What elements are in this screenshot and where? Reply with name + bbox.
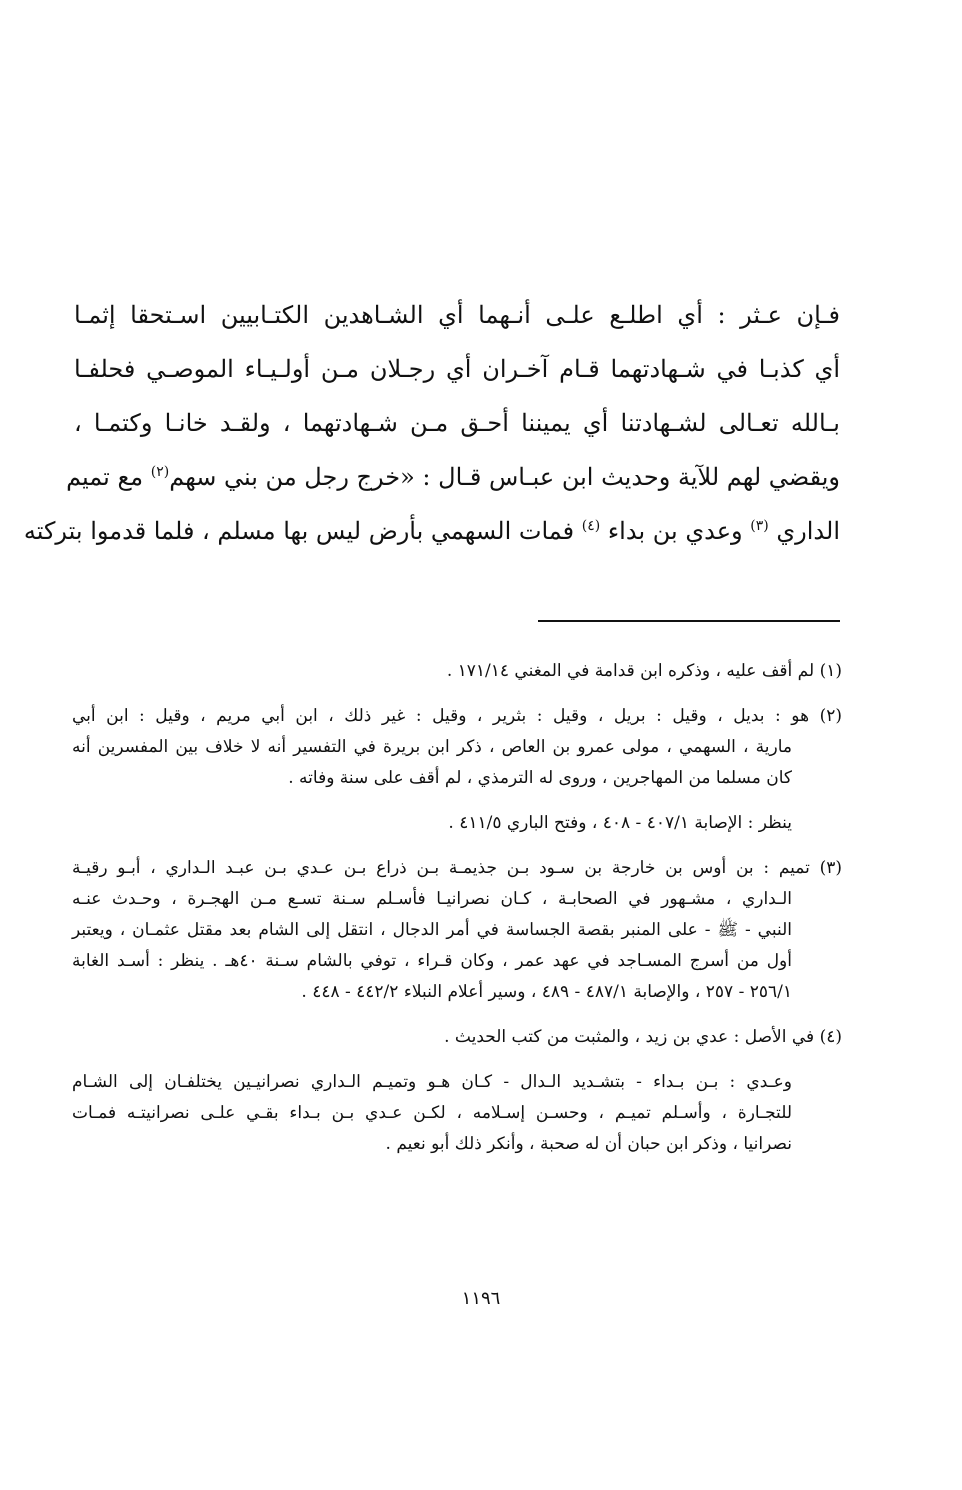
main-text-line [23, 504, 840, 558]
footnote-line: النبي - ﷺ - على المنبر بقصة الجساسة في أمر الدجال ، انتقل إلى الشام بعد مقتل عثمـان ، ويعتبر [72, 920, 792, 940]
footnote-line: ٢٥٦/١ - ٢٥٧ ، والإصابة ٤٨٧/١ - ٤٨٩ ، وسير أعلام النبلاء ٤٤٢/٢ - ٤٤٨ . [301, 982, 792, 1002]
main-text-segment: ويقضي لهم للآية وحديث ابن عبـاس قـال : «خرج رجل من بني سهم [169, 463, 840, 491]
main-text-line: بـالله تعـالى لشـهادتنا أي يميننا أحـق مـن شـهادتهما ، ولقـد خانـا وكتمـا ، [74, 409, 840, 437]
footnote-2 [72, 701, 842, 839]
footnote-4-continued [72, 1067, 842, 1160]
footnote-line: (١) لم أقف عليه ، وذكره ابن قدامة في المغني ١٧١/١٤ . [446, 661, 842, 681]
page-number: ١١٩٦ [461, 1288, 501, 1309]
footnote-line: الـداري ، مشـهور في الصحابـة ، كـان نصرانيـا فأسـلم سـنة تسـع مـن الهجـرة ، وحـدث عنـه [72, 889, 792, 909]
footnote-separator [538, 620, 840, 622]
main-text-segment: الداري [776, 517, 840, 545]
main-text-segment: وعدي بن بداء [607, 517, 743, 545]
main-text-block [23, 288, 840, 558]
footnote-line: أول من أسرج المسـاجد في عهد عمر ، وكان قـراء ، توفي بالشام سـنة ٤٠هـ . ينظر : أسـد الغابة [72, 951, 792, 971]
footnote-3 [72, 853, 842, 1008]
main-text-line [66, 450, 840, 504]
footnote-line: للتجـارة ، وأسـلم تميـم ، وحسـن إسـلامه ، لكـن عـدي بـن بـداء بقـي علـى نصرانيتـه فمـات [72, 1103, 792, 1123]
footnote-line: (٣) تميم : بن أوس بن خارجة بن سـود بـن جذيمـة بـن ذراع بـن عـدي بـن عبـد الـداري ، أبـو رقيـة [72, 858, 842, 878]
footnote-line: نصرانيا ، وذكر ابن حبان أن له صحبة ، وأنكر ذلك أبو نعيم . [385, 1134, 792, 1154]
footnote-ref-4[interactable]: (٤) [581, 518, 601, 534]
footnote-line: (٤) في الأصل : عدي بن زيد ، والمثبت من كتب الحديث . [444, 1027, 842, 1047]
footnote-ref-3[interactable]: (٣) [750, 518, 769, 534]
footnote-line: (٢) هو : بديل ، وقيل : بريل ، وقيل : بثرير ، وقيل : غير ذلك ، ابن أبي مريم ، وقيل : ابن أبي [72, 706, 842, 726]
footnote-line: ينظر : الإصابة ٤٠٧/١ - ٤٠٨ ، وفتح الباري ٤١١/٥ . [448, 813, 792, 833]
main-text-segment: فمات السهمي بأرض ليس بها مسلم ، فلما قدموا بتركته [23, 517, 575, 545]
footnote-line: مارية ، السهمي ، مولى عمرو بن العاص ، ذكر ابن بريرة في التفسير أنه لا خلاف بين المفسرين أنه [72, 737, 792, 757]
main-text-segment: مع تميم [66, 463, 144, 491]
footnote-line: وعـدي : بـن بـداء - بتشـديد الـدال - كـان هـو وتميـم الـداري نصرانيـين يختلفـان إلى الشـام [72, 1072, 792, 1092]
main-text-line: فـإن عـثر : أي اطلـع علـى أنـهما أي الشـاهدين الكتـابيين اسـتحقا إثمـا [74, 301, 840, 329]
footnote-1 [72, 656, 842, 687]
footnote-4 [72, 1022, 842, 1053]
footnote-line: كان مسلما من المهاجرين ، وروى له الترمذي ، لم أقف على سنة وفاته . [288, 768, 792, 788]
footnote-ref-2[interactable]: (٢) [150, 464, 170, 480]
footnotes-section [72, 656, 842, 1174]
main-text-line: أي كذبـا في شـهادتهما قـام آخـران أي رجـلان مـن أولـيـاء الموصـي فحلفـا [74, 355, 840, 383]
